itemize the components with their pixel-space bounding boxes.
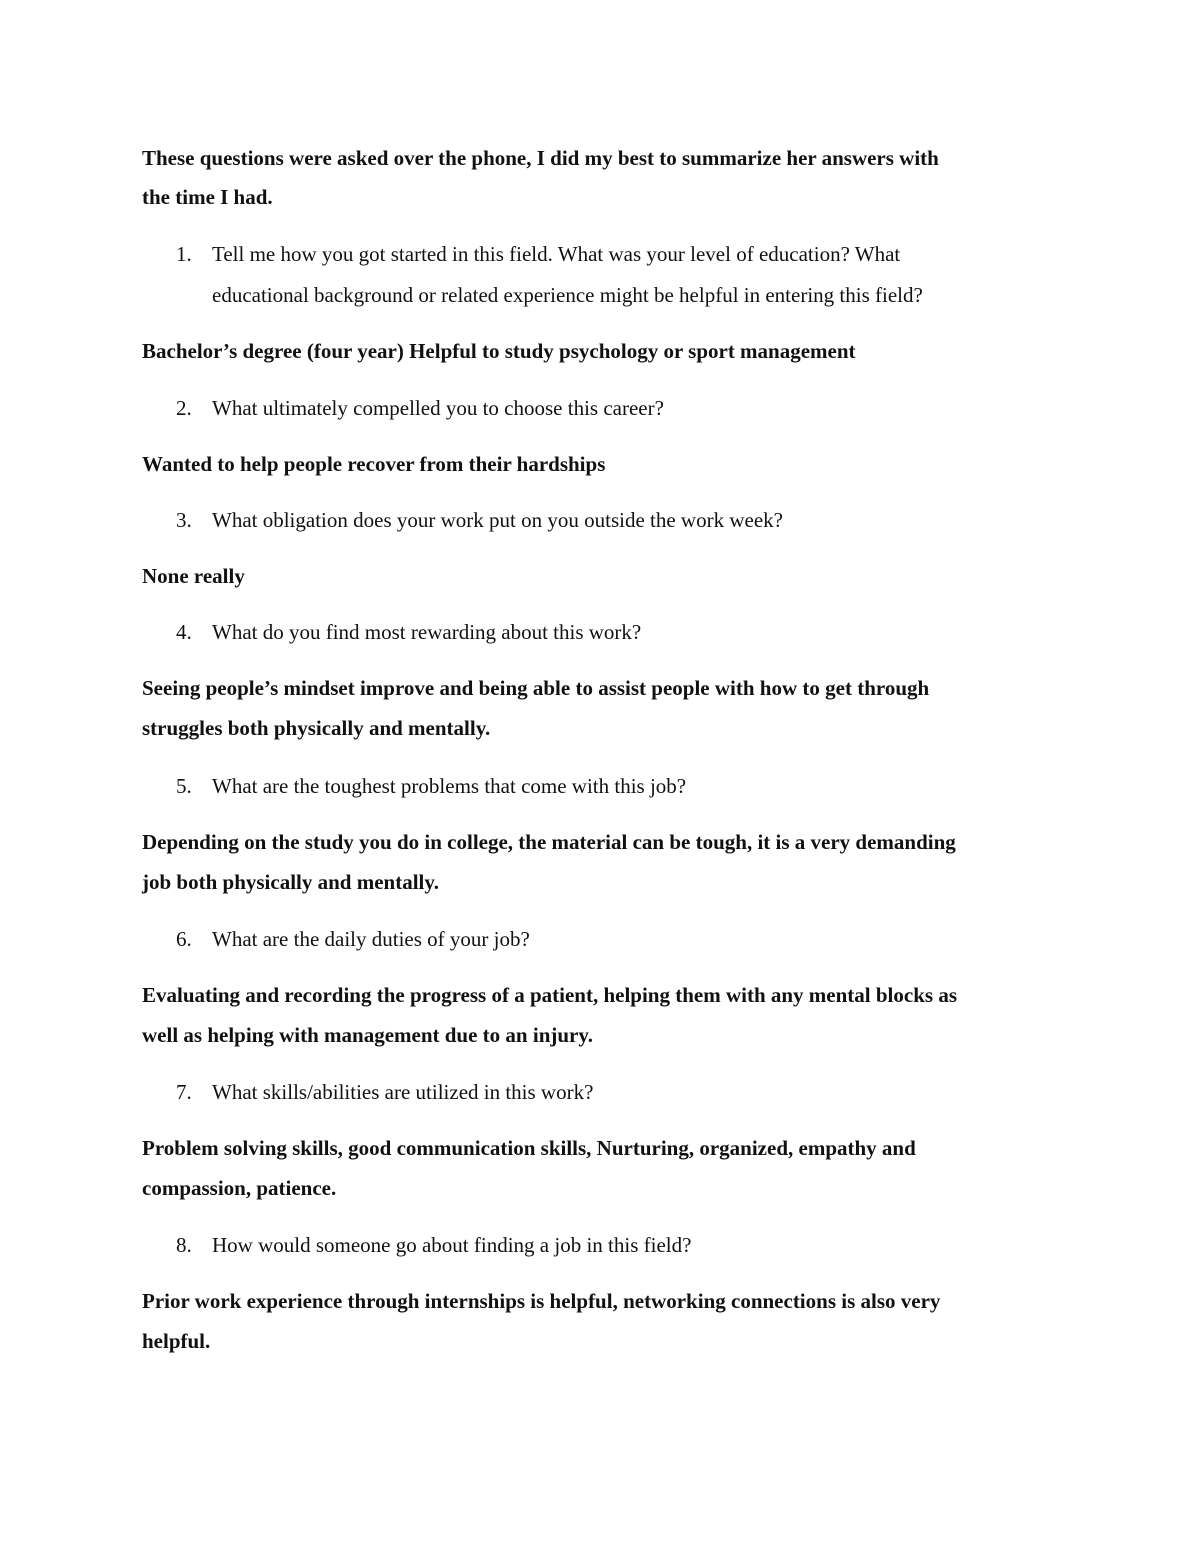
question-7-line-1: What skills/abilities are utilized in this work? (212, 1080, 594, 1104)
question-number-6: 6. (176, 927, 192, 951)
question-number-1: 1. (176, 242, 192, 266)
question-number-5: 5. (176, 774, 192, 798)
answer-7-line-2: compassion, patience. (142, 1176, 337, 1200)
question-1-line-2: educational background or related experience might be helpful in entering this field? (212, 283, 923, 307)
question-number-3: 3. (176, 508, 192, 532)
question-6-line-1: What are the daily duties of your job? (212, 927, 530, 951)
answer-4-line-2: struggles both physically and mentally. (142, 716, 491, 740)
answer-2-line-1: Wanted to help people recover from their hardships (142, 452, 606, 476)
question-8-line-1: How would someone go about finding a job in this field? (212, 1233, 692, 1257)
intro-line-2: the time I had. (142, 185, 273, 209)
question-number-4: 4. (176, 620, 192, 644)
answer-8-line-2: helpful. (142, 1329, 211, 1353)
intro-line-1: These questions were asked over the phone, I did my best to summarize her answers with (142, 146, 939, 170)
question-4-line-1: What do you find most rewarding about this work? (212, 620, 642, 644)
question-5-line-1: What are the toughest problems that come with this job? (212, 774, 687, 798)
answer-6-line-2: well as helping with management due to an injury. (142, 1023, 593, 1047)
answer-1-line-1: Bachelor’s degree (four year) Helpful to study psychology or sport management (142, 339, 856, 363)
question-1-line-1: Tell me how you got started in this field. What was your level of education? What (212, 242, 901, 266)
question-number-2: 2. (176, 396, 192, 420)
question-2-line-1: What ultimately compelled you to choose this career? (212, 396, 664, 420)
question-3-line-1: What obligation does your work put on you outside the work week? (212, 508, 783, 532)
question-number-7: 7. (176, 1080, 192, 1104)
answer-8-line-1: Prior work experience through internships is helpful, networking connections is also very (142, 1289, 941, 1313)
answer-3-line-1: None really (142, 564, 245, 588)
answer-7-line-1: Problem solving skills, good communication skills, Nurturing, organized, empathy and (142, 1136, 916, 1160)
answer-5-line-1: Depending on the study you do in college, the material can be tough, it is a very demanding (142, 830, 956, 854)
question-number-8: 8. (176, 1233, 192, 1257)
answer-5-line-2: job both physically and mentally. (142, 870, 439, 894)
answer-6-line-1: Evaluating and recording the progress of a patient, helping them with any mental blocks as (142, 983, 957, 1007)
answer-4-line-1: Seeing people’s mindset improve and being able to assist people with how to get through (142, 676, 930, 700)
